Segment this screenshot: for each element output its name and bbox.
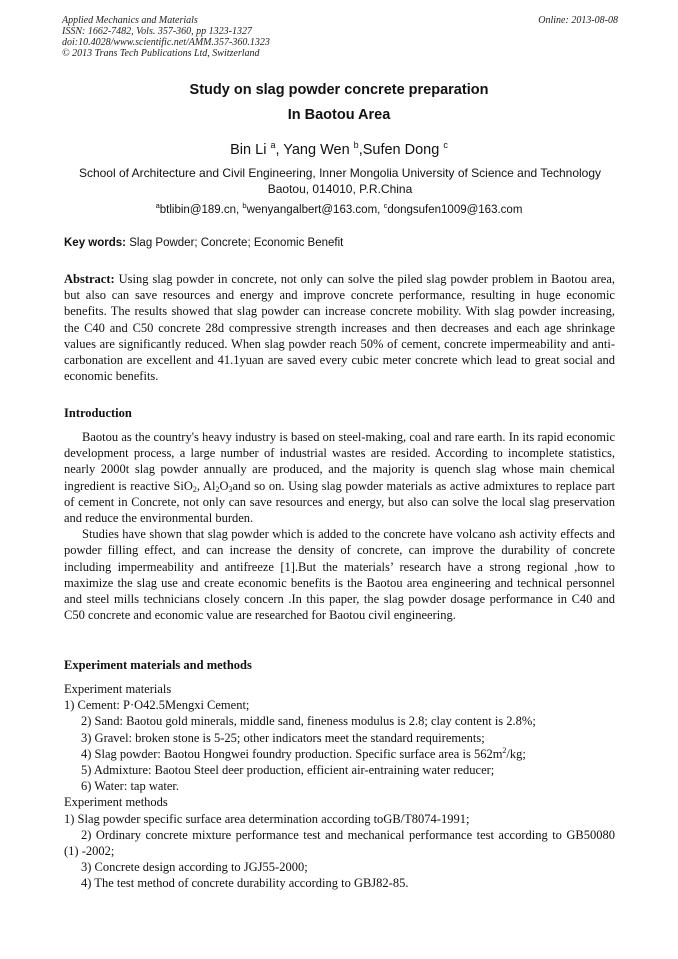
email-mark: c — [383, 201, 388, 210]
introduction-body — [64, 429, 615, 623]
abstract-text: Using slag powder in concrete, not only can solve the piled slag powder problem in Baotou area, but also can save resources and energy and improve concrete performance, resulting in huge economic benefits. The results showed that slag powder can increase concrete mobility. With slag powder increasing, the C40 and C50 concrete 28d compressive strength increases and then decreases and each age shrinkage values are significantly reduced. When slag powder reach 50% of cement, concrete impermeability and anti-carbonation are excellent and 41.1yuan are saved every cubic meter concrete which lead to great social and economic benefits. — [64, 272, 615, 384]
journal-name: Applied Mechanics and Materials — [62, 15, 198, 26]
author-affil-mark: b — [353, 140, 359, 150]
online-date: Online: 2013-08-08 — [538, 15, 618, 26]
materials-label: Experiment materials — [64, 682, 172, 696]
abstract-label: Abstract: — [64, 272, 115, 286]
text-run: O — [219, 478, 229, 493]
affiliation — [60, 165, 620, 197]
methods-label: Experiment methods — [64, 795, 168, 810]
material-item: 6) Water: tap water. — [81, 779, 180, 794]
doi-line: doi:10.4028/www.scientific.net/AMM.357-360.1323 — [62, 37, 270, 48]
text-run: 4) Slag powder: Baotou Hongwei foundry production. Specific surface area is 562m — [81, 746, 503, 761]
affiliation-line-2: Baotou, 014010, P.R.China — [267, 182, 413, 196]
material-item: 1) Cement: P·O42.5Mengxi Cement; — [64, 698, 250, 713]
copyright-line: © 2013 Trans Tech Publications Ltd, Switzerland — [62, 48, 260, 59]
paper-title-line-1: Study on slag powder concrete preparation — [189, 82, 489, 98]
issn-line: ISSN: 1662-7482, Vols. 357-360, pp 1323-1327 — [62, 26, 252, 37]
method-item: 1) Slag powder specific surface area determination according toGB/T8074-1991; — [64, 811, 470, 826]
material-item: 3) Gravel: broken stone is 5-25; other indicators meet the standard requirements; — [81, 730, 485, 745]
subscript: 3 — [228, 484, 233, 494]
material-item — [64, 746, 615, 762]
email-link[interactable]: btlibin@189.cn, — [159, 203, 243, 216]
author-affil-mark: a — [270, 140, 276, 150]
text-run: and so on. Using slag powder materials as active admixtures to replace part of cement in Concrete, not only can save resources and energy, but also can solve the local slag preservation and reduce the environmental burden. — [64, 478, 615, 526]
method-item: 3) Concrete design according to JGJ55-2000; — [81, 860, 308, 875]
author-list — [0, 140, 678, 158]
text-run: Baotou as the country's heavy industry is based on steel-making, coal and rare earth. In its rapid economic development process, a large number of industrial wastes are resided. According to incomplete statistics, nearly 2000t slag powder annually are produced, and the majority is quench slag whose main chemical ingredient is reactive SiO — [64, 430, 615, 493]
keywords-label: Key words: — [64, 237, 126, 249]
email-link[interactable]: dongsufen1009@163.com — [387, 203, 523, 216]
author-affil-mark: c — [443, 140, 448, 150]
author-name: Bin Li — [230, 141, 267, 158]
affiliation-line-1: School of Architecture and Civil Engineering, Inner Mongolia University of Science and Technology — [78, 166, 602, 180]
keywords-text: Slag Powder; Concrete; Economic Benefit — [126, 237, 344, 249]
intro-paragraph-1 — [64, 429, 615, 526]
author-name: , Yang Wen — [275, 141, 350, 158]
subscript: 2 — [192, 484, 197, 494]
keywords — [64, 237, 343, 249]
method-item: 2) Ordinary concrete mixture performance test and mechanical performance test according to GB50080 (1) -2002; — [64, 827, 615, 859]
abstract — [64, 271, 615, 384]
method-item: 4) The test method of concrete durability according to GBJ82-85. — [81, 876, 409, 891]
author-name: ,Sufen Dong — [358, 141, 440, 158]
introduction-heading: Introduction — [64, 406, 132, 420]
material-item: 5) Admixture: Baotou Steel deer production, efficient air-entraining water reducer; — [81, 763, 495, 778]
text-run: /kg; — [506, 746, 526, 761]
email-link[interactable]: wenyangalbert@163.com, — [246, 203, 384, 216]
email-mark: b — [242, 201, 247, 210]
email-mark: a — [155, 201, 160, 210]
experiment-body — [64, 681, 615, 892]
subscript: 2 — [215, 484, 220, 494]
material-item: 2) Sand: Baotou gold minerals, middle sand, fineness modulus is 2.8; clay content is 2.8%; — [81, 714, 536, 729]
experiment-heading: Experiment materials and methods — [64, 658, 252, 672]
text-run: , Al — [196, 478, 216, 493]
journal-header — [62, 15, 618, 59]
intro-paragraph-2: Studies have shown that slag powder which is added to the concrete have volcano ash activity effects and powder filling effect, and can increase the density of concrete, can improve the durability of concrete including impermeability and antifreeze [1].But the materials’ research have a strong regional ,how to maximize the slag use and create economic benefits is the Baotou area engineering and technical personnel and steel mills technicians closely concern .In this paper, the slag powder dosage performance in C40 and C50 concrete and economic value are researched for Baotou civil engineering. — [64, 527, 615, 623]
paper-title-line-2: In Baotou Area — [287, 107, 391, 123]
superscript: 2 — [502, 745, 507, 755]
author-emails — [0, 201, 678, 216]
